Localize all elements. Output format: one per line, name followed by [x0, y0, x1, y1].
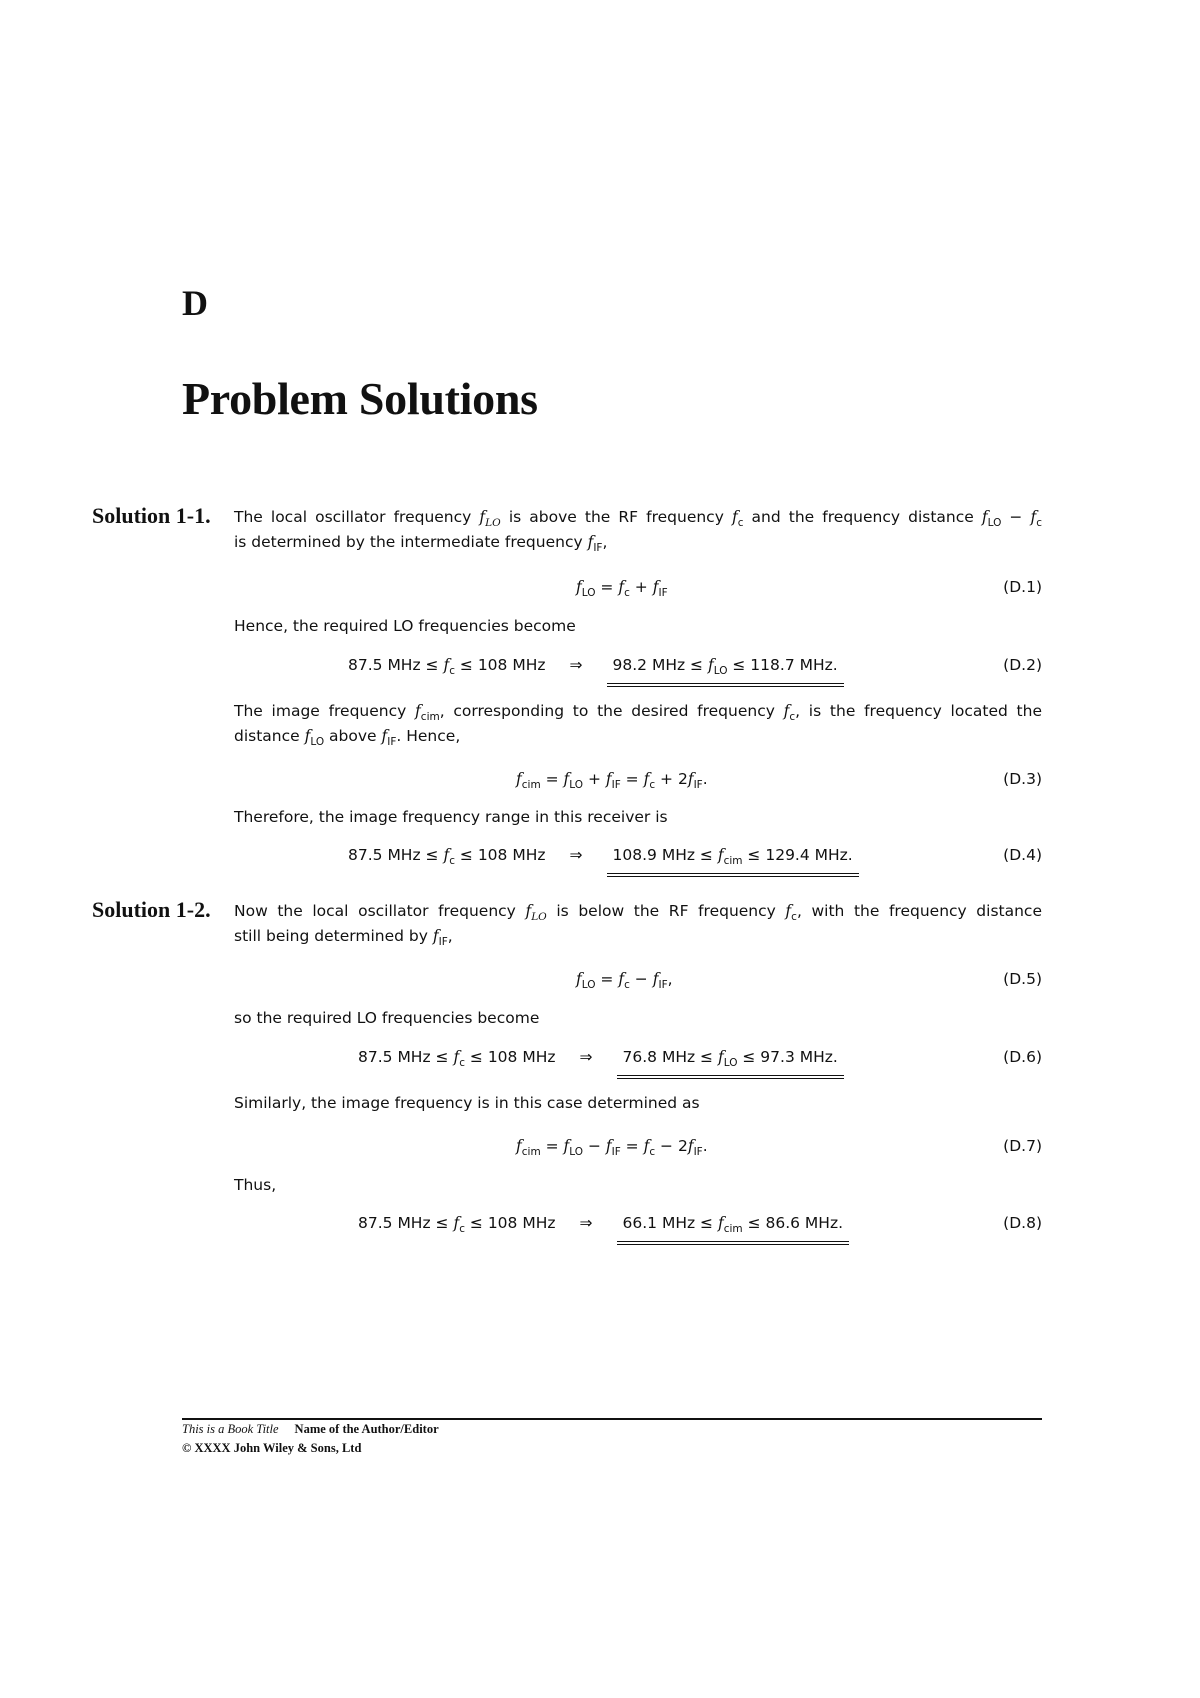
footer-divider — [182, 1418, 1042, 1420]
equation-d3: $f_{cim} = f_{LO} + f_{IF} = f_c + 2f_{IF}$. (D.3) — [234, 766, 1042, 792]
equation-number: (D.1) — [1003, 578, 1042, 596]
equation-number: (D.2) — [1003, 656, 1042, 674]
solution-1-1-intro-line2: is determined by the intermediate frequency $f_{IF}$, — [234, 533, 608, 555]
footer-book-line — [182, 1422, 439, 1437]
equation-d6: 87.5 MHz ≤ $f_c \le 108$ MHz ⇒ 76.8 MHz ≤ $f_{LO} \le 97.3$ MHz. (D.6) — [234, 1044, 1042, 1070]
implies-arrow: ⇒ — [579, 1048, 593, 1066]
equation-d5: $f_{LO} = f_c - f_{IF}$, (D.5) — [234, 966, 1042, 992]
solution-1-1-text4: Therefore, the image frequency range in this receiver is — [234, 808, 668, 826]
footer-author: Name of the Author/Editor — [294, 1422, 439, 1436]
implies-arrow: ⇒ — [569, 846, 583, 864]
solution-1-2-text3: Similarly, the image frequency is in this case determined as — [234, 1094, 700, 1112]
result-box: 108.9 MHz ≤ $f_{cim} \le 129.4$ MHz. — [607, 844, 859, 877]
chapter-letter: D — [182, 283, 208, 323]
solution-1-2-text4: Thus, — [234, 1176, 277, 1194]
equation-d8: 87.5 MHz ≤ $f_c \le 108$ MHz ⇒ 66.1 MHz ≤ $f_{cim} \le 86.6$ MHz. (D.8) — [234, 1210, 1042, 1236]
equation-d4: 87.5 MHz ≤ $f_c \le 108$ MHz ⇒ 108.9 MHz ≤ $f_{cim} \le 129.4$ MHz. (D.4) — [234, 842, 1042, 868]
solution-1-2-label: Solution 1-2. — [92, 897, 211, 922]
equation-number: (D.6) — [1003, 1048, 1042, 1066]
equation-number: (D.4) — [1003, 846, 1042, 864]
result-box: 98.2 MHz ≤ $f_{LO} \le 118.7$ MHz. — [607, 654, 844, 687]
solution-1-1-text2: Hence, the required LO frequencies become — [234, 617, 576, 635]
solution-1-2-intro-line2: still being determined by $f_{IF}$, — [234, 927, 453, 949]
solution-1-1-text3-line2: distance $f_{LO}$ above $f_{IF}$. Hence, — [234, 727, 461, 749]
equation-d1: $f_{LO} = f_c + f_{IF}$ (D.1) — [234, 574, 1042, 600]
result-box: 66.1 MHz ≤ $f_{cim} \le 86.6$ MHz. — [617, 1212, 850, 1245]
equation-number: (D.7) — [1003, 1137, 1042, 1155]
equation-number: (D.5) — [1003, 970, 1042, 988]
footer-book-title: This is a Book Title — [182, 1422, 279, 1436]
solution-1-1-text3-line1: The image frequency $f_{cim}$, corresponding to the desired frequency $f_c$, is the frequency located the — [234, 702, 1042, 724]
solution-1-2-text2: so the required LO frequencies become — [234, 1009, 540, 1027]
solution-1-1-label: Solution 1-1. — [92, 503, 211, 528]
implies-arrow: ⇒ — [569, 656, 583, 674]
solution-1-2-intro-line1: Now the local oscillator frequency $f_{LO}$ is below the RF frequency $f_c$, with the frequency distance — [234, 902, 1042, 924]
implies-arrow: ⇒ — [579, 1214, 593, 1232]
equation-d2: 87.5 MHz ≤ $f_c \le 108$ MHz ⇒ 98.2 MHz ≤ $f_{LO} \le 118.7$ MHz. (D.2) — [234, 652, 1042, 678]
chapter-title: Problem Solutions — [182, 373, 538, 424]
solution-1-1-intro-line1: The local oscillator frequency $f_{LO}$ is above the RF frequency $f_c$ and the frequency distance $f_{LO} - f_c$ — [234, 508, 1043, 530]
equation-number: (D.3) — [1003, 770, 1042, 788]
equation-d7: $f_{cim} = f_{LO} - f_{IF} = f_c - 2f_{IF}$. (D.7) — [234, 1133, 1042, 1159]
result-box: 76.8 MHz ≤ $f_{LO} \le 97.3$ MHz. — [617, 1046, 844, 1079]
footer-copyright: © XXXX John Wiley & Sons, Ltd — [182, 1441, 362, 1455]
equation-number: (D.8) — [1003, 1214, 1042, 1232]
